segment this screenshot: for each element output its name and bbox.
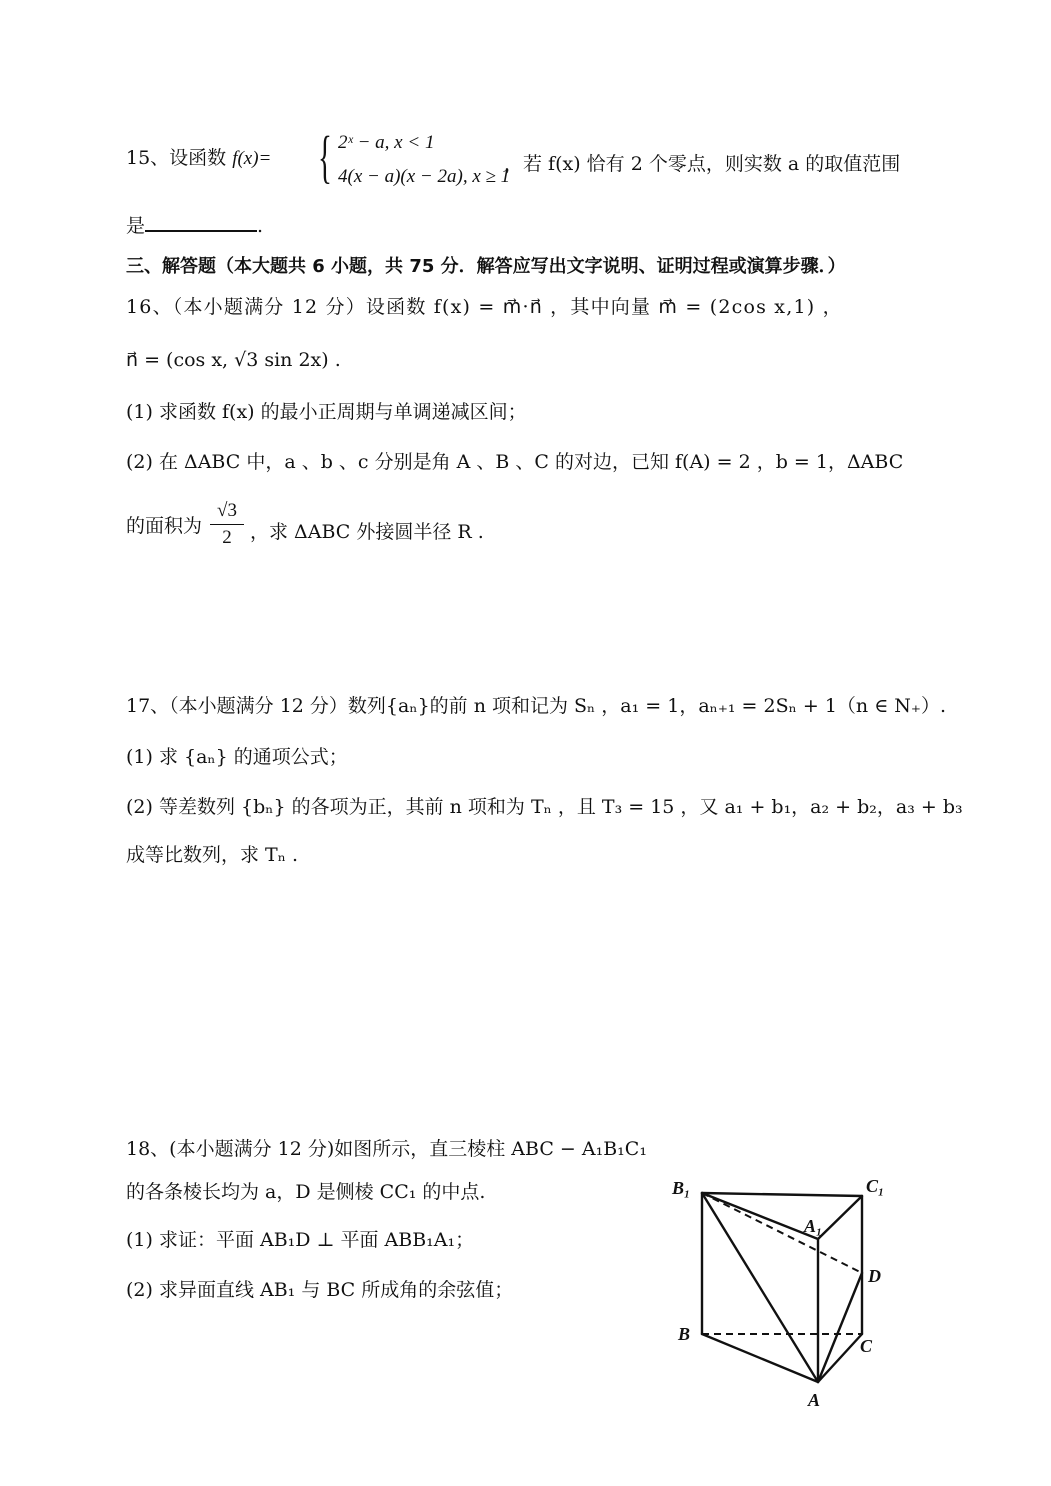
q17-line1: 17、（本小题满分 12 分）数列{aₙ}的前 n 项和记为 Sₙ ，a₁ = 1，aₙ₊₁ = 2Sₙ + 1（n ∈ N₊）. <box>126 695 946 717</box>
label-d: D <box>868 1266 881 1286</box>
section3-heading: 三、解答题（本大题共 6 小题，共 75 分．解答应写出文字说明、证明过程或演算步骤．） <box>126 256 846 277</box>
q15-answer-blank <box>145 214 257 232</box>
q17-part1: (1) 求 {aₙ} 的通项公式； <box>126 746 348 768</box>
q16-part2: (2) 在 ΔABC 中，a 、b 、c 分别是角 A 、B 、C 的对边，已知 f(A) = 2 ，b = 1，ΔABC <box>126 451 904 473</box>
q18-part1: (1) 求证：平面 AB₁D ⊥ 平面 ABB₁A₁； <box>126 1229 475 1251</box>
label-c1: C₁ <box>866 1176 885 1196</box>
frac-numerator: √3 <box>217 500 237 521</box>
q15-brace: { <box>318 124 332 189</box>
label-a: A <box>808 1390 821 1410</box>
edge-ac <box>818 1334 862 1382</box>
label-b: B <box>678 1324 691 1344</box>
edge-b1c1 <box>702 1193 862 1196</box>
q15-line1 <box>126 149 271 168</box>
q15-func: f(x)= <box>232 148 272 169</box>
q15-piece1: 2ˣ − a, x < 1 <box>338 132 435 153</box>
line-ad <box>818 1273 862 1382</box>
edge-a1c1 <box>818 1196 862 1239</box>
q17-part2b: 成等比数列，求 Tₙ . <box>126 844 299 866</box>
q15-line2 <box>126 214 263 236</box>
q18-line1: 18、(本小题满分 12 分)如图所示，直三棱柱 ABC − A₁B₁C₁ <box>126 1138 647 1160</box>
edge-ab <box>702 1334 818 1382</box>
q15-prefix: 15、设函数 <box>126 147 227 169</box>
q15-end: . <box>257 215 264 237</box>
q15-piece2: 4(x − a)(x − 2a), x ≥ 1 <box>338 166 511 187</box>
q18-line2: 的各条棱长均为 a，D 是侧棱 CC₁ 的中点. <box>126 1181 486 1203</box>
q16-part2b-suffix: ，求 ΔABC 外接圆半径 R . <box>250 521 484 543</box>
q16-area-fraction <box>210 500 244 549</box>
q17-part2: (2) 等差数列 {bₙ} 的各项为正，其前 n 项和为 Tₙ ，且 T₃ = 15 ，又 a₁ + b₁，a₂ + b₂，a₃ + b₃ <box>126 796 963 818</box>
edge-b1a1 <box>702 1193 818 1239</box>
prism-figure <box>668 1172 928 1422</box>
q15-tail: ，若 f(x) 恰有 2 个零点，则实数 a 的取值范围 <box>504 153 901 175</box>
q16-part2b-prefix: 的面积为 <box>126 515 203 537</box>
q16-line1: 16、（本小题满分 12 分）设函数 f(x) = m⃗·n⃗ ，其中向量 m⃗ = (2cos x,1) ， <box>126 296 843 318</box>
label-c: C <box>860 1336 873 1356</box>
q18-part2: (2) 求异面直线 AB₁ 与 BC 所成角的余弦值； <box>126 1279 514 1301</box>
label-a1: A₁ <box>804 1216 823 1236</box>
q16-part1: (1) 求函数 f(x) 的最小正周期与单调递减区间； <box>126 401 527 423</box>
frac-denominator: 2 <box>222 527 232 548</box>
q15-line2-label: 是 <box>126 215 146 237</box>
label-b1: B₁ <box>672 1178 691 1198</box>
q16-line2: n⃗ = (cos x, √3 sin 2x) . <box>126 349 341 371</box>
